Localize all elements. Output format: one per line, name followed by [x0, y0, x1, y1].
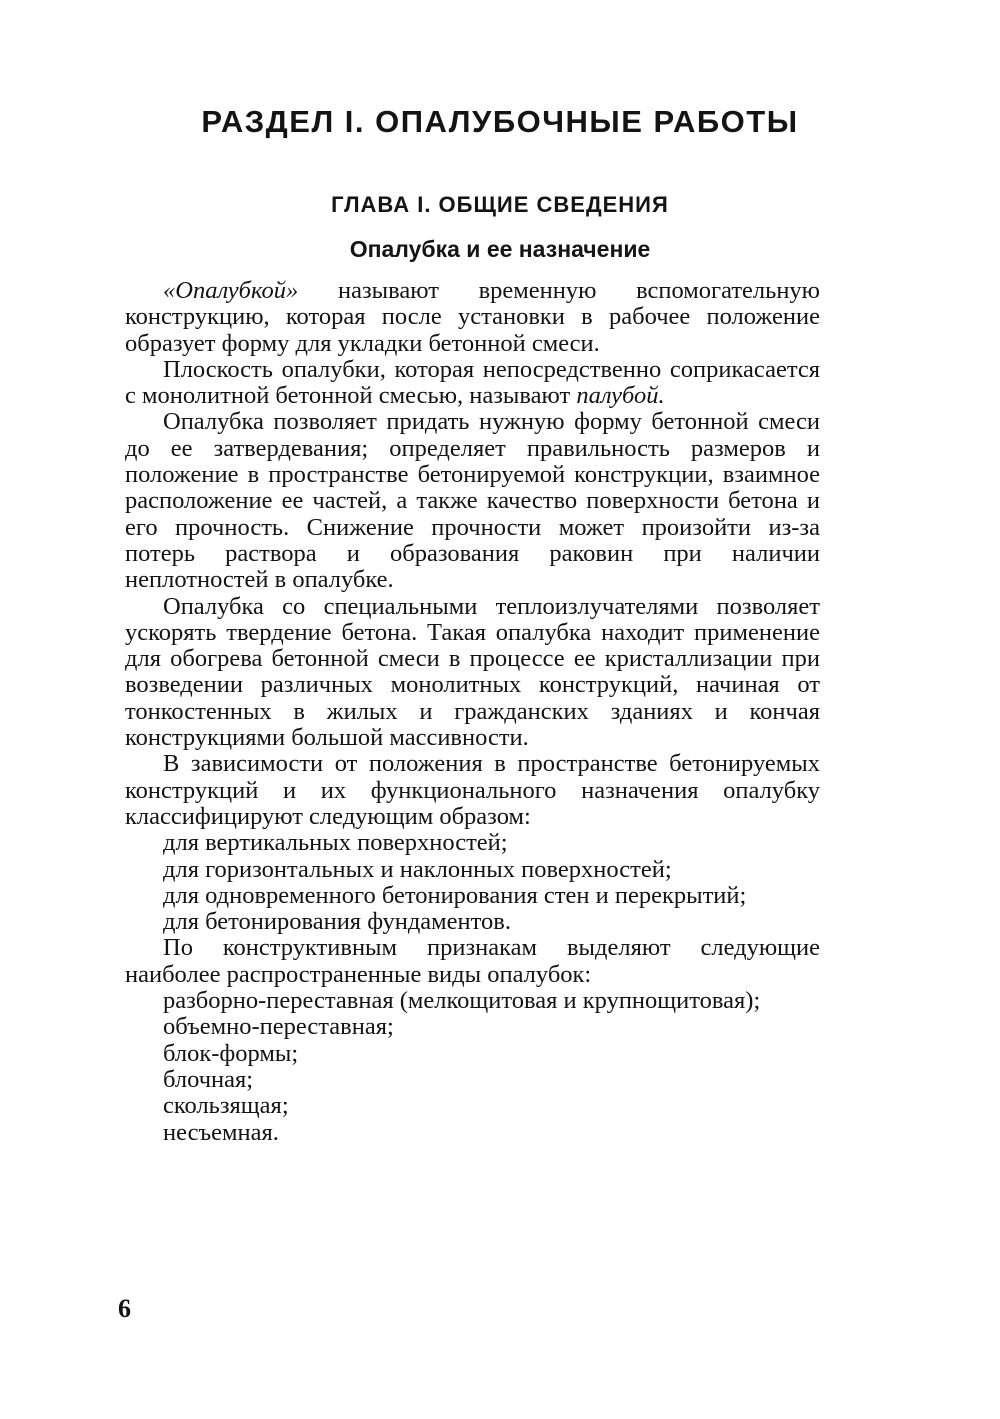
- list-item: для вертикальных поверхностей;: [163, 829, 508, 857]
- list-item: блочная;: [163, 1065, 254, 1093]
- list-item: несъемная.: [163, 1118, 279, 1146]
- chapter-title: ГЛАВА I. ОБЩИЕ СВЕДЕНИЯ: [331, 192, 669, 217]
- list-item: для бетонирования фундаментов.: [163, 908, 511, 936]
- body-text: [125, 278, 820, 1146]
- page-number: 6: [118, 1294, 131, 1323]
- section-title: РАЗДЕЛ I. ОПАЛУБОЧНЫЕ РАБОТЫ: [201, 104, 799, 139]
- paragraph-definition: [125, 278, 820, 357]
- subsection-title: Опалубка и ее назначение: [349, 236, 651, 262]
- term-paluba: палубой.: [576, 382, 665, 410]
- paragraph-definition-text: называют временную вспомогательную конструкцию, которая после установки в рабочее положение образует форму для укладки бетонной смеси.: [125, 277, 820, 357]
- paragraph-classification: В зависимости от положения в пространстве бетонируемых конструкций и их функционального назначения опалубку классифицируют следующим образом:: [125, 750, 820, 830]
- list-item: для горизонтальных и наклонных поверхностей;: [163, 855, 672, 883]
- term-opalubka: «Опалубкой»: [163, 277, 299, 304]
- paragraph-purpose: Опалубка позволяет придать нужную форму бетонной смеси до ее затвердевания; определяет правильность размеров и положение в пространстве бетонируемой конструкции, взаимное расположение ее частей, а также качество поверхности бетона и его прочность. Снижение прочности может произойти из-за потерь раствора и образования раковин при наличии неплотностей в опалубке.: [125, 408, 820, 594]
- list-item: разборно-переставная (мелкощитовая и крупнощитовая);: [163, 987, 761, 1015]
- paragraph-types: По конструктивным признакам выделяют следующие наиболее распространенные виды опалубок:: [125, 934, 820, 988]
- list-item: для одновременного бетонирования стен и перекрытий;: [163, 881, 747, 909]
- paragraph-heating: Опалубка со специальными теплоизлучателями позволяет ускорять твердение бетона. Такая опалубка находит применение для обогрева бетонной смеси в процессе ее кристаллизации при возведении различных монолитных конструкций, начиная от тонкостенных в жилых и гражданских зданиях и кончая конструкциями большой массивности.: [125, 592, 820, 752]
- list-item: объемно-переставная;: [163, 1013, 394, 1041]
- list-item: блок-формы;: [163, 1039, 299, 1067]
- list-item: скользящая;: [163, 1092, 289, 1120]
- paragraph-paluba-text: Плоскость опалубки, которая непосредственно соприкасается с монолитной бетонной смесью, называют: [125, 355, 820, 410]
- paragraph-paluba: [125, 357, 820, 410]
